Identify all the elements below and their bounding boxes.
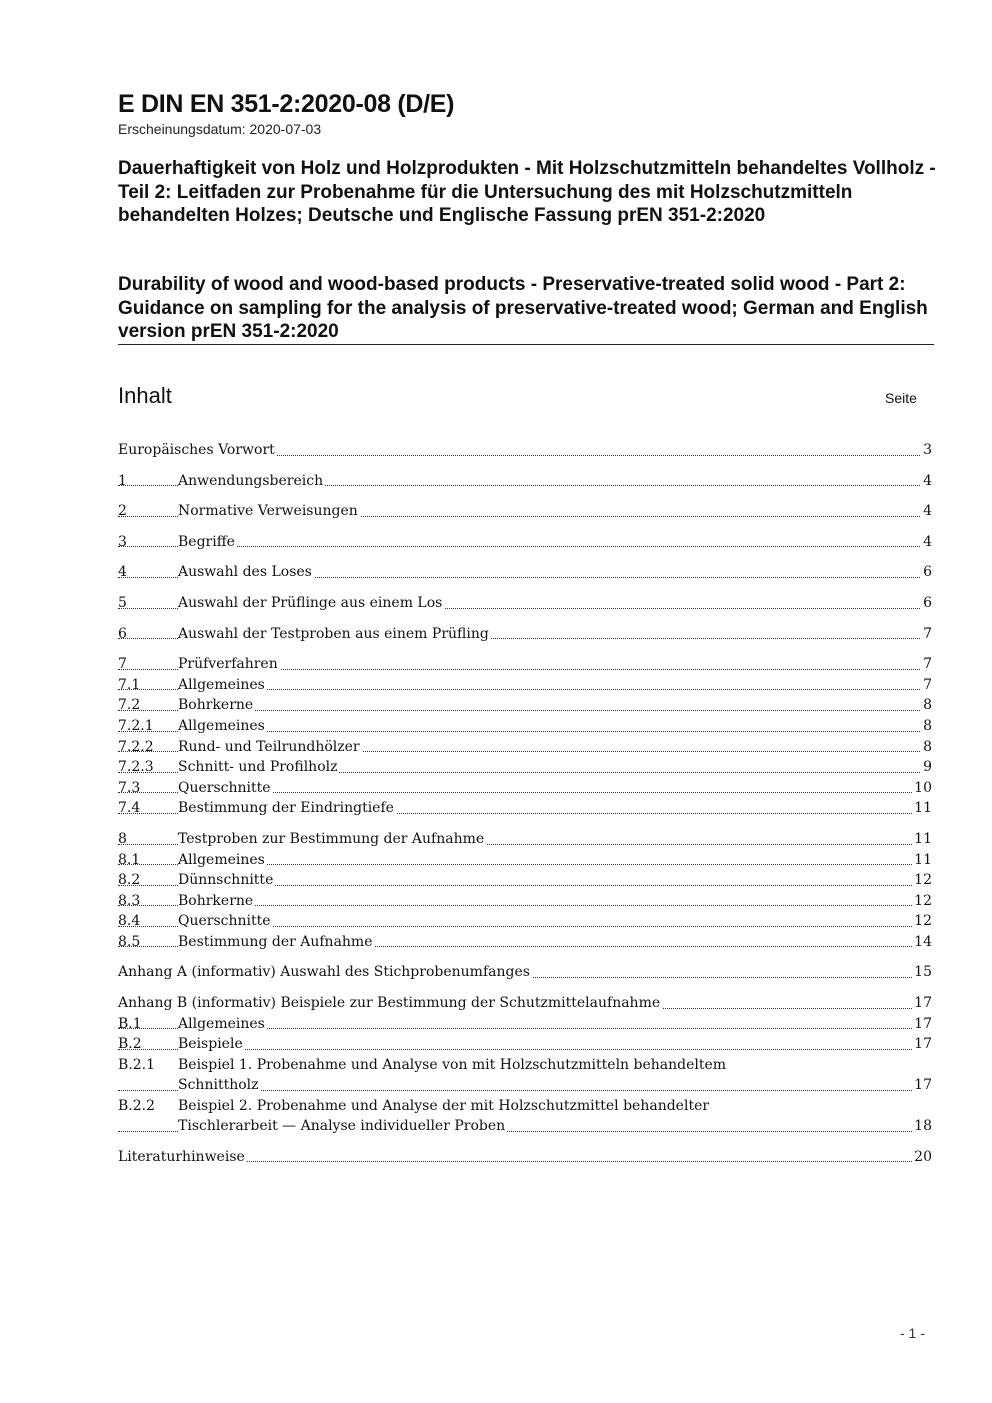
toc-entry-number: 4 (118, 562, 129, 583)
toc-entry-title: Anhang A (informativ) Auswahl des Stichprobenumfanges (118, 962, 532, 983)
toc-entry-title: Rund- und Teilrundhölzer (178, 737, 362, 758)
toc-entry-page: 18 (912, 1116, 932, 1137)
toc-entry-page: 15 (912, 962, 932, 983)
toc-entry-number: 7.4 (118, 798, 142, 819)
toc-entry-number: B.2.2 (118, 1096, 157, 1117)
toc-entry-title: Allgemeines (178, 1014, 267, 1035)
toc-entry-title: Literaturhinweise (118, 1147, 247, 1168)
toc-entry-title: Beispiel 2. Probenahme und Analyse der mit Holzschutzmittel behandelter (178, 1096, 711, 1117)
toc-entry-number: B.2.1 (118, 1055, 157, 1076)
toc-entry-title: Testproben zur Bestimmung der Aufnahme (178, 829, 486, 850)
toc-entry[interactable] (118, 870, 932, 891)
toc-entry[interactable] (118, 932, 932, 953)
toc-entry-page: 8 (921, 695, 932, 716)
toc-entry[interactable] (118, 624, 932, 645)
toc-entry[interactable] (118, 675, 932, 696)
toc-entry-title: Querschnitte (178, 911, 273, 932)
toc-entry-number: 7.2.3 (118, 757, 156, 778)
toc-entry-page: 3 (921, 440, 932, 461)
toc-entry[interactable] (118, 1014, 932, 1035)
toc-entry-page: 4 (921, 532, 932, 553)
toc-page-label: Seite (885, 390, 917, 406)
toc-entry-page: 17 (912, 1034, 932, 1055)
page-number: - 1 - (900, 1325, 925, 1341)
toc-entry[interactable] (118, 654, 932, 675)
toc-entry[interactable] (118, 501, 932, 522)
toc-entry-number: 8.2 (118, 870, 142, 891)
toc-entry[interactable] (118, 471, 932, 492)
toc-entry-number: 1 (118, 471, 129, 492)
toc-entry[interactable] (118, 737, 932, 758)
toc-entry-number: B.2 (118, 1034, 144, 1055)
toc-entry-title: Auswahl der Testproben aus einem Prüfling (178, 624, 491, 645)
toc-entry-page: 12 (912, 911, 932, 932)
toc-entry-page: 7 (921, 654, 932, 675)
toc-entry[interactable] (118, 695, 932, 716)
toc-entry-title: Auswahl der Prüflinge aus einem Los (178, 593, 444, 614)
toc-entry-page: 20 (912, 1147, 932, 1168)
toc-entry-number: 7.2 (118, 695, 142, 716)
toc-entry-number: 7.2.2 (118, 737, 156, 758)
toc-entry[interactable] (118, 757, 932, 778)
toc-entry-title: Schnitt- und Profilholz (178, 757, 339, 778)
toc-entry-number: 3 (118, 532, 129, 553)
toc-entry-number: 2 (118, 501, 129, 522)
toc-entry[interactable] (118, 440, 932, 461)
toc-entry-title: Dünnschnitte (178, 870, 275, 891)
toc-leader-dots (118, 546, 932, 547)
toc-entry[interactable] (118, 891, 932, 912)
toc-entry[interactable] (118, 1034, 932, 1055)
toc-entry-title: Anwendungsbereich (178, 471, 325, 492)
toc-entry-title: Anhang B (informativ) Beispiele zur Bestimmung der Schutzmittelaufnahme (118, 993, 662, 1014)
toc-entry-title: Querschnitte (178, 778, 273, 799)
toc-entry-number: 8.3 (118, 891, 142, 912)
toc-entry-page: 4 (921, 501, 932, 522)
toc-entry-title: Bohrkerne (178, 891, 255, 912)
toc-entry-page: 11 (912, 850, 932, 871)
toc-entry-number: 5 (118, 593, 129, 614)
toc-entry-number: 8.4 (118, 911, 142, 932)
toc-entry-page: 12 (912, 891, 932, 912)
toc-entry-number: 7.2.1 (118, 716, 156, 737)
toc-entry-page: 9 (921, 757, 932, 778)
toc-entry-title: Allgemeines (178, 675, 267, 696)
toc-entry-number: 7.1 (118, 675, 142, 696)
toc-entry[interactable] (118, 798, 932, 819)
toc-entry-page: 11 (912, 829, 932, 850)
toc-entry-title: Beispiele (178, 1034, 245, 1055)
toc-entry-title: Bestimmung der Aufnahme (178, 932, 375, 953)
publication-date: Erscheinungsdatum: 2020-07-03 (118, 121, 322, 137)
title-divider (118, 344, 934, 345)
toc-entry[interactable] (118, 850, 932, 871)
toc-entry-title: Bestimmung der Eindringtiefe (178, 798, 396, 819)
toc-entry-title: Auswahl des Loses (178, 562, 314, 583)
toc-entry-page: 12 (912, 870, 932, 891)
toc-entry-page: 6 (921, 562, 932, 583)
toc-entry-title: Bohrkerne (178, 695, 255, 716)
toc-entry-title: Europäisches Vorwort (118, 440, 277, 461)
toc-entry-title: Beispiel 1. Probenahme und Analyse von mit Holzschutzmitteln behandeltem (178, 1055, 728, 1076)
toc-entry-title: Allgemeines (178, 716, 267, 737)
toc-entry[interactable] (118, 778, 932, 799)
toc-entry[interactable] (118, 593, 932, 614)
toc-entry-page: 8 (921, 737, 932, 758)
toc-entry-title: Normative Verweisungen (178, 501, 360, 522)
toc-entry-title-continued: Tischlerarbeit — Analyse individueller Proben (178, 1116, 507, 1137)
toc-entry-page: 17 (912, 993, 932, 1014)
toc-entry-page: 6 (921, 593, 932, 614)
toc-entry-number: 6 (118, 624, 129, 645)
title-english: Durability of wood and wood-based products - Preservative-treated solid wood - Part 2: Guidance on sampling for the analysis of preservative-treated wood; German and English version prEN 351-2:2020 (118, 274, 928, 342)
toc-heading: Inhalt (118, 383, 172, 408)
toc-entry-number: 8 (118, 829, 129, 850)
toc-entry-number: 8.1 (118, 850, 142, 871)
toc-entry-page: 11 (912, 798, 932, 819)
toc-entry[interactable] (118, 962, 932, 983)
toc-entry-page: 14 (912, 932, 932, 953)
toc-entry-page: 8 (921, 716, 932, 737)
title-german: Dauerhaftigkeit von Holz und Holzprodukten - Mit Holzschutzmitteln behandeltes Vollholz - Teil 2: Leitfaden zur Probenahme für die Untersuchung des mit Holzschutzmitteln behandelten Holzes; Deutsche und Englische Fassung prEN 351-2:2020 (118, 158, 936, 226)
document-id: E DIN EN 351-2:2020-08 (D/E) (118, 90, 455, 118)
toc-entry-page: 17 (912, 1075, 932, 1096)
toc-entry-title: Allgemeines (178, 850, 267, 871)
toc-entry-number: 7 (118, 654, 129, 675)
toc-entry-page: 4 (921, 471, 932, 492)
toc-entry-page: 7 (921, 675, 932, 696)
toc-entry[interactable] (118, 911, 932, 932)
toc-entry-page: 17 (912, 1014, 932, 1035)
table-of-contents (118, 440, 932, 1167)
toc-entry[interactable] (118, 1147, 932, 1168)
toc-entry[interactable] (118, 1096, 932, 1137)
toc-entry[interactable] (118, 829, 932, 850)
toc-entry-page: 10 (912, 778, 932, 799)
toc-entry[interactable] (118, 1055, 932, 1096)
toc-entry-title: Prüfverfahren (178, 654, 280, 675)
toc-entry[interactable] (118, 532, 932, 553)
toc-entry[interactable] (118, 562, 932, 583)
toc-entry-number: 8.5 (118, 932, 142, 953)
toc-entry-title-continued: Schnittholz (178, 1075, 261, 1096)
toc-entry-page: 7 (921, 624, 932, 645)
toc-entry[interactable] (118, 993, 932, 1014)
toc-entry-number: B.1 (118, 1014, 144, 1035)
toc-entry-title: Begriffe (178, 532, 237, 553)
toc-entry[interactable] (118, 716, 932, 737)
toc-entry-number: 7.3 (118, 778, 142, 799)
